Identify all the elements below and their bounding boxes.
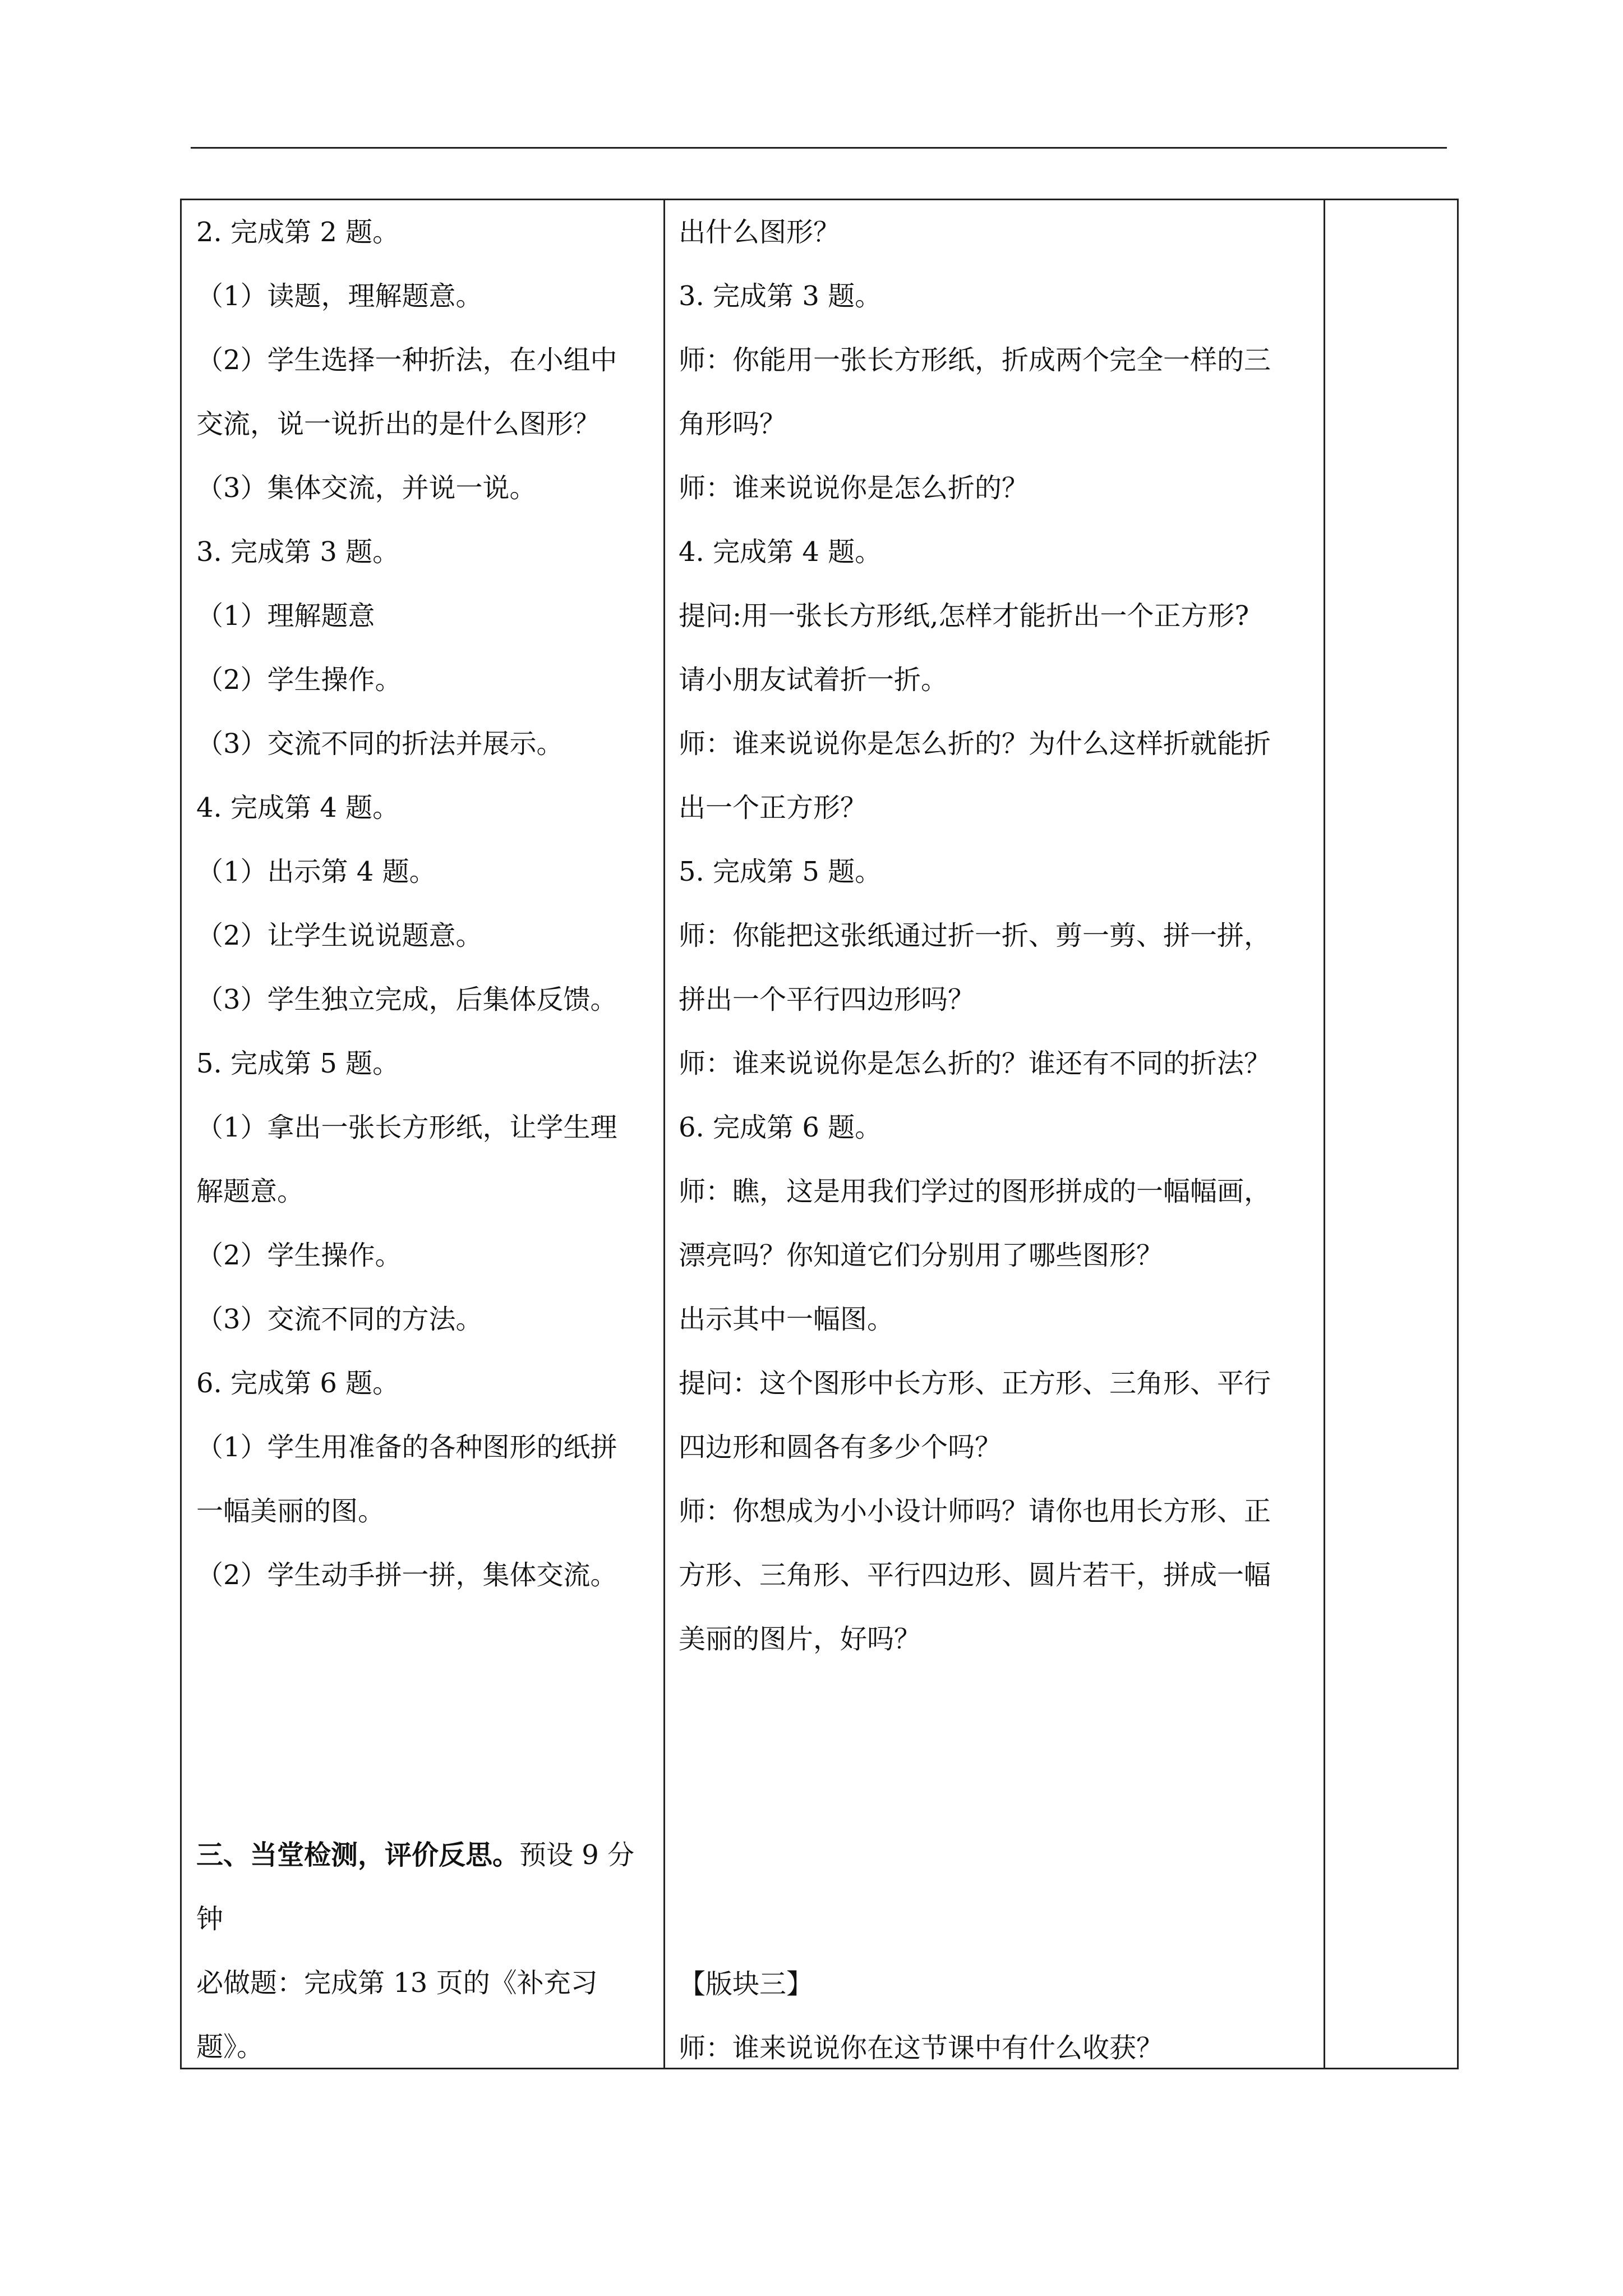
mid-line: 提问：这个图形中长方形、正方形、三角形、平行 (679, 1368, 1271, 1399)
mid-line: 师：谁来说说你是怎么折的？ (679, 472, 1029, 504)
mid-line: 出一个正方形？ (679, 792, 868, 823)
left-line: （1）理解题意 (196, 600, 375, 632)
section3-heading-cont: 钟 (196, 1903, 224, 1935)
mid-line: 师：你想成为小小设计师吗？请你也用长方形、正 (679, 1496, 1271, 1527)
section3-line: 题》。 (196, 2031, 264, 2063)
mid-line: 师：瞧，这是用我们学过的图形拼成的一幅幅画， (679, 1176, 1271, 1207)
left-line: （1）学生用准备的各种图形的纸拼 (196, 1432, 617, 1463)
left-line: 2. 完成第 2 题。 (196, 217, 400, 248)
mid-line: 师：谁来说说你是怎么折的？为什么这样折就能折 (679, 728, 1271, 760)
left-line: （2）学生操作。 (196, 1240, 402, 1271)
header-rule (191, 147, 1447, 149)
mid-line: 漂亮吗？你知道它们分别用了哪些图形？ (679, 1240, 1164, 1271)
mid-line: 提问:用一张长方形纸,怎样才能折出一个正方形? (679, 600, 1249, 632)
section3-line: 必做题：完成第 13 页的《补充习 (196, 1967, 598, 1999)
student-activity-column (182, 200, 665, 2068)
mid-line: 师：你能把这张纸通过折一折、剪一剪、拼一拼， (679, 920, 1271, 951)
lesson-plan-table (180, 199, 1459, 2069)
left-line: （1）出示第 4 题。 (196, 856, 436, 887)
left-line: 4. 完成第 4 题。 (196, 792, 400, 823)
left-line: 6. 完成第 6 题。 (196, 1368, 400, 1399)
mid-line: 师：谁来说说你是怎么折的？谁还有不同的折法？ (679, 1048, 1271, 1079)
left-line: （3）交流不同的折法并展示。 (196, 728, 564, 760)
left-line: 5. 完成第 5 题。 (196, 1048, 400, 1079)
left-line: （2）学生动手拼一拼，集体交流。 (196, 1559, 617, 1591)
left-line: 交流，说一说折出的是什么图形？ (196, 408, 601, 440)
mid-line: 美丽的图片，好吗？ (679, 1623, 921, 1655)
section3-question: 师：谁来说说你在这节课中有什么收获？ (679, 2032, 1164, 2064)
left-line: （2）让学生说说题意。 (196, 920, 483, 951)
section3-heading (196, 1838, 634, 1872)
mid-line: 方形、三角形、平行四边形、圆片若干，拼成一幅 (679, 1559, 1271, 1591)
left-line: 解题意。 (196, 1176, 305, 1207)
mid-line: 角形吗？ (679, 408, 787, 440)
mid-line: 6. 完成第 6 题。 (679, 1112, 882, 1143)
notes-column (1325, 200, 1457, 2068)
left-line: 一幅美丽的图。 (196, 1496, 385, 1527)
left-line: （2）学生操作。 (196, 664, 402, 696)
mid-line: 请小朋友试着折一折。 (679, 664, 948, 696)
mid-line: 5. 完成第 5 题。 (679, 856, 882, 887)
mid-line: 出什么图形？ (679, 217, 841, 248)
mid-line: 出示其中一幅图。 (679, 1304, 895, 1335)
section3-label: 【版块三】 (679, 1968, 814, 2000)
left-line: （3）学生独立完成，后集体反馈。 (196, 984, 617, 1015)
section3-heading-bold: 三、当堂检测，评价反思。 (196, 1839, 520, 1871)
left-line: （3）集体交流，并说一说。 (196, 472, 537, 504)
left-line: 3. 完成第 3 题。 (196, 536, 400, 568)
mid-line: 4. 完成第 4 题。 (679, 536, 882, 568)
section3-heading-time: 预设 9 分 (519, 1839, 635, 1871)
mid-line: 四边形和圆各有多少个吗？ (679, 1432, 1002, 1463)
mid-line: 拼出一个平行四边形吗？ (679, 984, 975, 1015)
left-line: （3）交流不同的方法。 (196, 1304, 483, 1335)
teacher-activity-column (665, 200, 1325, 2068)
left-line: （1）读题，理解题意。 (196, 280, 483, 312)
mid-line: 3. 完成第 3 题。 (679, 280, 882, 312)
left-line: （2）学生选择一种折法，在小组中 (196, 344, 617, 376)
mid-line: 师：你能用一张长方形纸，折成两个完全一样的三 (679, 344, 1271, 376)
left-line: （1）拿出一张长方形纸，让学生理 (196, 1112, 617, 1143)
